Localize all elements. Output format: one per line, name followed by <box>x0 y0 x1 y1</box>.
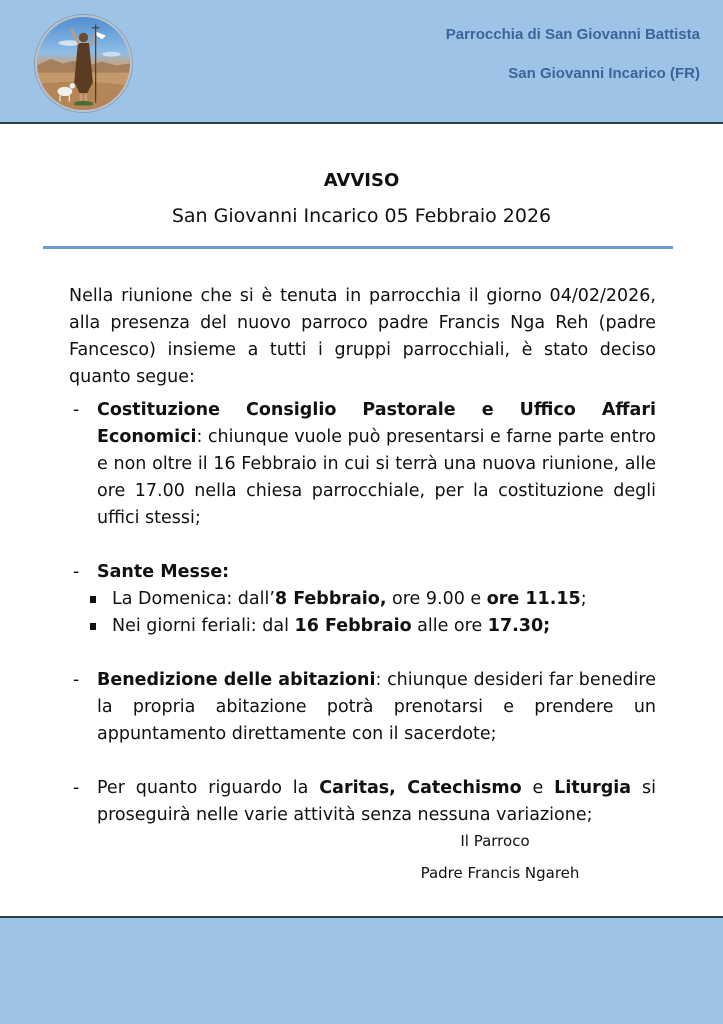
sub-item-sunday: La Domenica: dall’8 Febbraio, ore 9.00 e ore 11.15; <box>69 586 656 613</box>
list-item-council: - Costituzione Consiglio Pastorale e Uffico Affari Economici: chiunque vuole può presentarsi e farne parte entro e non oltre il 16 Febbraio in cui si terrà una nuova riunione, alle ore 17.00 nella chiesa parrocchiale, per la costituzione degli uffici stessi; <box>69 397 656 532</box>
dash-bullet-icon: - <box>73 778 80 798</box>
parish-name: Parrocchia di San Giovanni Battista <box>445 26 700 43</box>
page-header <box>0 0 723 124</box>
list-item-masses <box>69 559 656 586</box>
sub-item-weekdays: Nei giorni feriali: dal 16 Febbraio alle ore 17.30; <box>69 613 656 640</box>
notice-body <box>69 283 656 829</box>
notice-title: AVVISO <box>323 170 400 191</box>
item-heading: Benedizione delle abitazioni <box>97 670 376 690</box>
page-footer <box>0 916 723 1024</box>
signature-role: Il Parroco <box>460 832 530 850</box>
list-item-activities: - Per quanto riguardo la Caritas, Catechismo e Liturgia si proseguirà nelle varie attività senza nessuna variazione; <box>69 775 656 829</box>
dash-bullet-icon: - <box>73 400 80 420</box>
title-divider <box>43 246 673 249</box>
square-bullet-icon <box>90 596 96 603</box>
intro-paragraph: Nella riunione che si è tenuta in parrocchia il giorno 04/02/2026, alla presenza del nuovo parroco padre Francis Nga Reh (padre Fancesco) insieme a tutti i gruppi parrocchiali, è stato deciso quanto segue: <box>69 286 656 387</box>
list-item-blessing: - Benedizione delle abitazioni: chiunque desideri far benedire la propria abitazione potrà prenotarsi e prendere un appuntamento direttamente con il sacerdote; <box>69 667 656 748</box>
item-heading: Sante Messe: <box>97 562 230 582</box>
item-text: chiunque vuole può presentarsi e farne parte entro e non oltre il 16 Febbraio in cui si terrà una nuova riunione, alle ore 17.00 nella chiesa parrocchiale, per la costituzione degli uffici stessi; <box>97 427 656 528</box>
saint-john-baptist-medallion-icon <box>35 15 132 112</box>
parish-name-block <box>446 27 700 81</box>
item-heading: Costituzione Consiglio Pastorale e Uffico Affari Economici <box>97 400 656 447</box>
item-text: chiunque desideri far benedire la propria abitazione potrà prenotarsi e prendere un appuntamento direttamente con il sacerdote; <box>97 670 656 744</box>
dash-bullet-icon: - <box>73 562 80 582</box>
square-bullet-icon <box>90 623 96 630</box>
signature-name: Padre Francis Ngareh <box>420 864 580 882</box>
dash-bullet-icon: - <box>73 670 80 690</box>
parish-location: San Giovanni Incarico (FR) <box>508 65 700 82</box>
notice-date-line: San Giovanni Incarico 05 Febbraio 2026 <box>171 205 552 227</box>
